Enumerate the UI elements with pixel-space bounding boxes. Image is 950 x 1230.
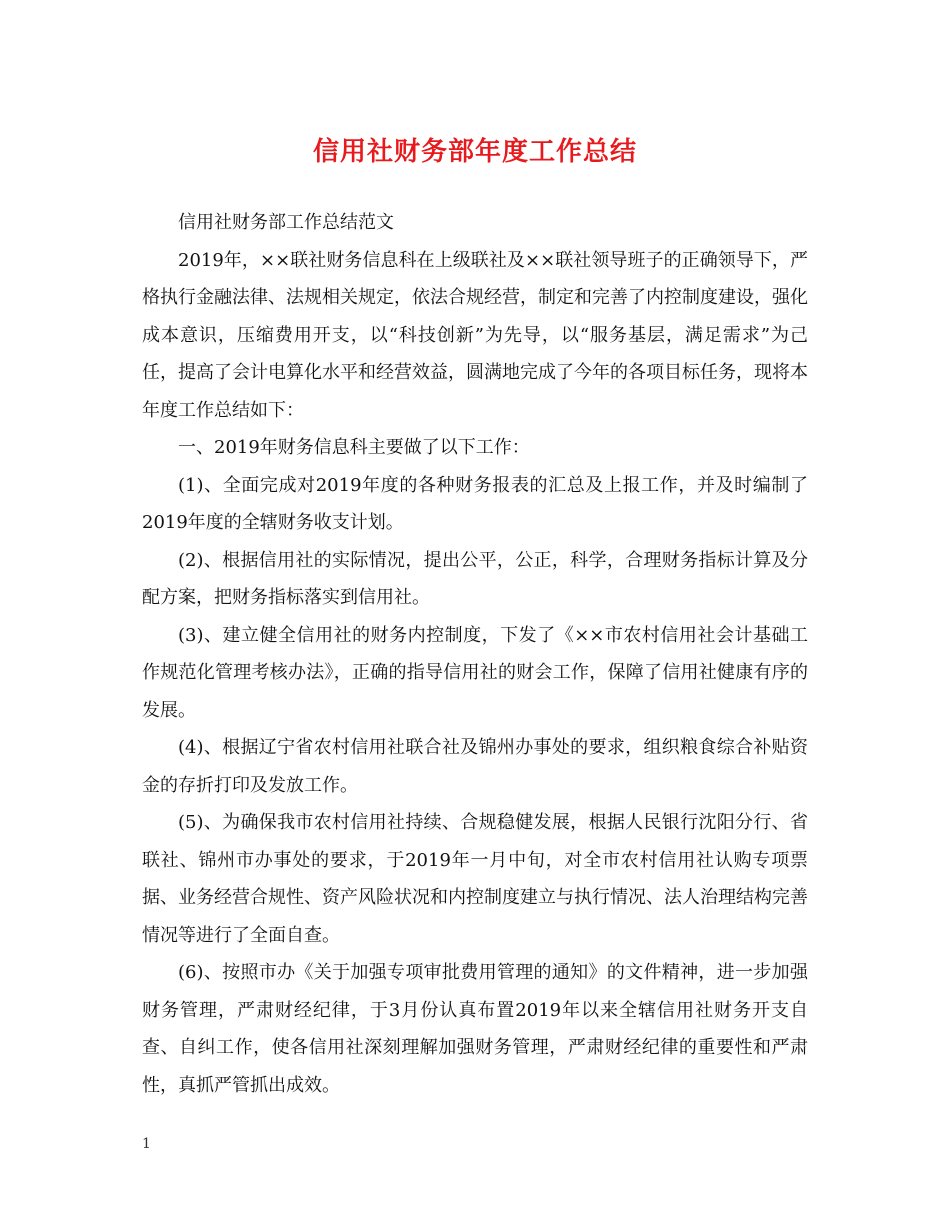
paragraph-item-2: (2)、根据信用社的实际情况，提出公平，公正，科学，合理财务指标计算及分配方案，把财务指标落实到信用社。	[142, 549, 808, 608]
paragraph-intro: 2019年，××联社财务信息科在上级联社及××联社领导班子的正确领导下，严格执行金融法律、法规相关规定，依法合规经营，制定和完善了内控制度建设，强化成本意识，压缩费用开支，以“科技创新”为先导，以“服务基层，满足需求”为己任，提高了会计电算化水平和经营效益，圆满地完成了今年的各项目标任务，现将本年度工作总结如下：	[142, 249, 808, 421]
paragraph-item-4: (4)、根据辽宁省农村信用社联合社及锦州办事处的要求，组织粮食综合补贴资金的存折打印及发放工作。	[142, 737, 808, 796]
paragraph-section-heading: 一、2019年财务信息科主要做了以下工作：	[178, 437, 530, 458]
document-title: 信用社财务部年度工作总结	[312, 137, 637, 167]
paragraph-item-3: (3)、建立健全信用社的财务内控制度，下发了《××市农村信用社会计基础工作规范化管理考核办法》，正确的指导信用社的财会工作，保障了信用社健康有序的发展。	[142, 624, 808, 721]
page-number: 1	[142, 1136, 151, 1152]
paragraph-item-6: (6)、按照市办《关于加强专项审批费用管理的通知》的文件精神，进一步加强财务管理，严肃财经纪律，于3月份认真布置2019年以来全辖信用社财务开支自查、自纠工作，使各信用社深刻理解加强财务管理，严肃财经纪律的重要性和严肃性，真抓严管抓出成效。	[142, 962, 808, 1096]
paragraph-item-5: (5)、为确保我市农村信用社持续、合规稳健发展，根据人民银行沈阳分行、省联社、锦州市办事处的要求，于2019年一月中旬，对全市农村信用社认购专项票据、业务经营合规性、资产风险状况和内控制度建立与执行情况、法人治理结构完善情况等进行了全面自查。	[142, 812, 808, 946]
document-body	[142, 204, 808, 1104]
paragraph-item-1: (1)、全面完成对2019年度的各种财务报表的汇总及上报工作，并及时编制了2019年度的全辖财务收支计划。	[142, 474, 808, 533]
paragraph-subtitle: 信用社财务部工作总结范文	[178, 212, 394, 233]
